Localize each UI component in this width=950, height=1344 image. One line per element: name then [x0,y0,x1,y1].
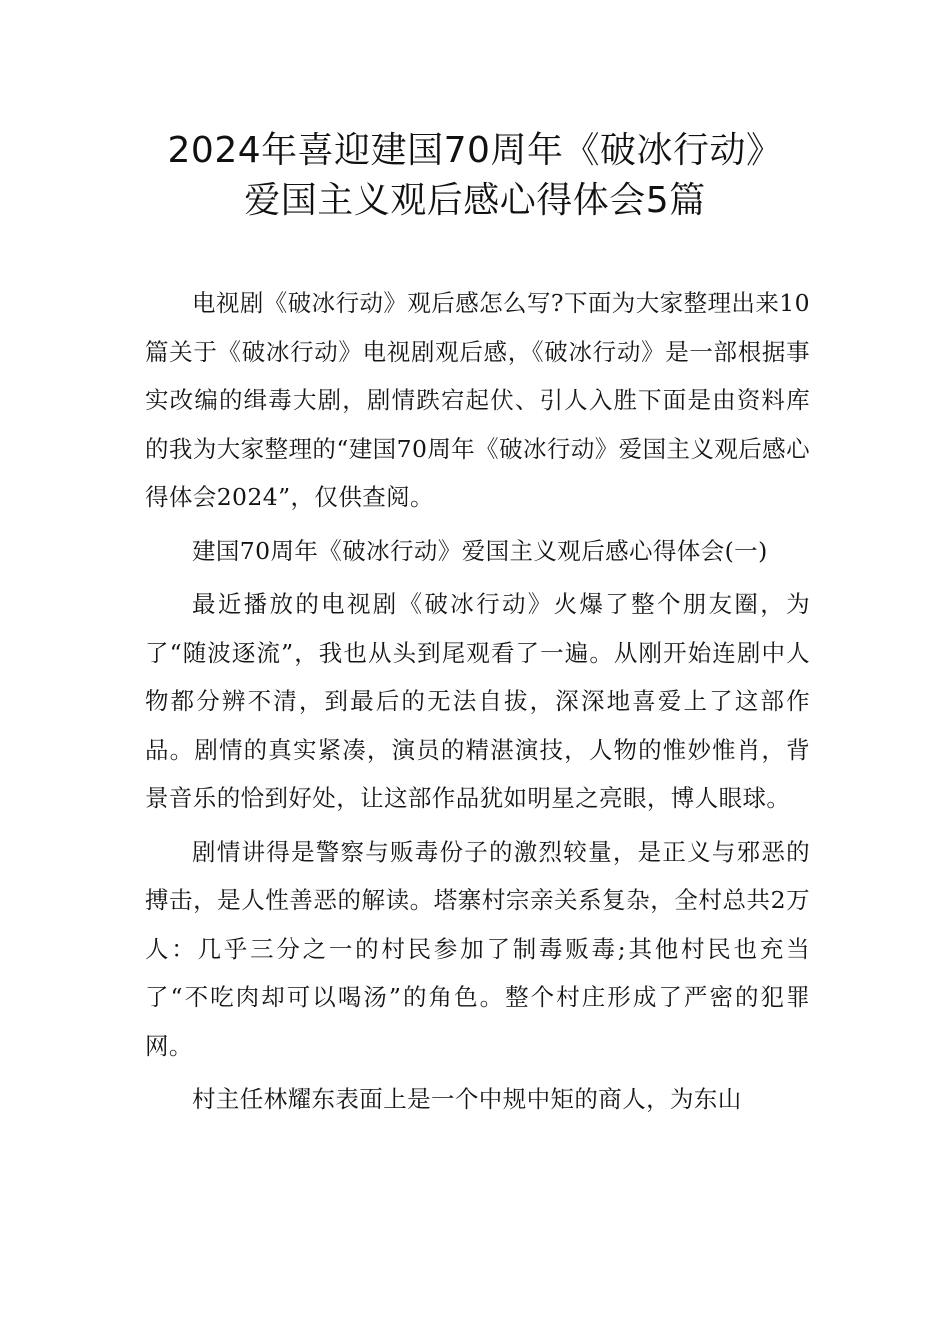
body-paragraph: 最近播放的电视剧《破冰行动》火爆了整个朋友圈，为了“随波逐流”，我也从头到尾观看了一遍。从刚开始连剧中人物都分辨不清，到最后的无法自拔，深深地喜爱上了这部作品。剧情的真实紧凑，演员的精湛演技，人物的惟妙惟肖，背景音乐的恰到好处，让这部作品犹如明星之亮眼，博人眼球。 [145,590,810,812]
document-body [145,279,810,1129]
section-heading: 建国70周年《破冰行动》爱国主义观后感心得体会(一) [192,536,768,565]
intro-paragraph: 电视剧《破冰行动》观后感怎么写?下面为大家整理出来10篇关于《破冰行动》电视剧观后感，《破冰行动》是一部根据事实改编的缉毒大剧，剧情跌宕起伏、引人入胜下面是由资料库的我为大家整理的“建国70周年《破冰行动》爱国主义观后感心得体会2024”，仅供查阅。 [145,289,810,511]
document-title-line-2: 爱国主义观后感心得体会5篇 [244,180,706,221]
body-paragraph: 剧情讲得是警察与贩毒份子的激烈较量，是正义与邪恶的搏击，是人性善恶的解读。塔寨村宗亲关系复杂，全村总共2万人：几乎三分之一的村民参加了制毒贩毒;其他村民也充当了“不吃肉却可以喝汤”的角色。整个村庄形成了严密的犯罪网。 [145,837,810,1060]
document-title-line-1: 2024年喜迎建国70周年《破冰行动》 [167,130,783,171]
body-paragraph: 村主任林耀东表面上是一个中规中矩的商人，为东山 [192,1085,742,1113]
